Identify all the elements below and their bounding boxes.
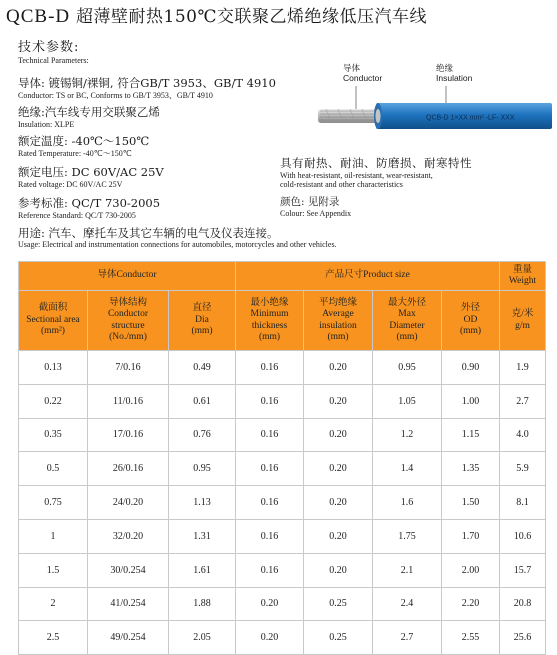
conductor-spec-zh: 导体: 镀锡铜/裸铜, 符合GB/T 3953、GB/T 4910 <box>18 76 276 90</box>
cell-od: 1.70 <box>442 519 500 553</box>
table-row <box>19 519 546 553</box>
table-row <box>19 621 546 655</box>
cell-dia: 1.13 <box>169 486 236 520</box>
cell-max-diameter: 2.1 <box>373 553 442 587</box>
standard-spec <box>18 197 160 220</box>
cell-max-diameter: 2.7 <box>373 621 442 655</box>
cell-structure: 7/0.16 <box>88 351 169 385</box>
cell-min-thickness: 0.20 <box>236 587 304 621</box>
cell-avg-insulation: 0.25 <box>304 621 373 655</box>
colour-zh: 颜色: 见附录 <box>280 195 340 208</box>
features-zh: 具有耐热、耐油、防磨损、耐寒特性 <box>280 156 472 170</box>
cell-sectional-area: 0.35 <box>19 418 88 452</box>
table-row <box>19 384 546 418</box>
cell-od: 1.00 <box>442 384 500 418</box>
cell-sectional-area: 0.13 <box>19 351 88 385</box>
voltage-spec <box>18 166 164 189</box>
col-header-diameter: 直径 Dia (mm) <box>169 291 236 351</box>
col-header-sectional-area: 截面积 Sectional area (mm²) <box>19 291 88 351</box>
cell-dia: 2.05 <box>169 621 236 655</box>
col-header-od: 外径 OD (mm) <box>442 291 500 351</box>
wire-diagram <box>318 62 553 152</box>
standard-spec-zh: 参考标准: QC/T 730-2005 <box>18 196 161 210</box>
temperature-spec-zh: 额定温度: -40℃～150℃ <box>18 134 150 148</box>
properties <box>280 157 472 218</box>
cell-sectional-area: 0.75 <box>19 486 88 520</box>
cell-min-thickness: 0.16 <box>236 553 304 587</box>
table-row <box>19 486 546 520</box>
cell-dia: 1.31 <box>169 519 236 553</box>
voltage-spec-zh: 额定电压: DC 60V/AC 25V <box>18 165 164 179</box>
cell-od: 2.00 <box>442 553 500 587</box>
cell-avg-insulation: 0.20 <box>304 384 373 418</box>
cell-dia: 0.61 <box>169 384 236 418</box>
cell-structure: 49/0.254 <box>88 621 169 655</box>
tech-heading <box>18 40 89 65</box>
cell-weight: 15.7 <box>500 553 546 587</box>
cell-sectional-area: 2.5 <box>19 621 88 655</box>
cell-od: 0.90 <box>442 351 500 385</box>
temperature-spec <box>18 135 149 158</box>
cell-sectional-area: 1.5 <box>19 553 88 587</box>
cell-max-diameter: 1.75 <box>373 519 442 553</box>
table-body <box>19 351 546 655</box>
cell-avg-insulation: 0.20 <box>304 519 373 553</box>
cell-weight: 4.0 <box>500 418 546 452</box>
usage <box>18 226 337 250</box>
cell-avg-insulation: 0.25 <box>304 587 373 621</box>
cell-max-diameter: 2.4 <box>373 587 442 621</box>
spec-table <box>18 261 546 655</box>
cell-weight: 1.9 <box>500 351 546 385</box>
cell-structure: 30/0.254 <box>88 553 169 587</box>
insulation-spec-en: Insulation: XLPE <box>18 119 75 129</box>
wire-print: QCB-D 1×XX mm² -LF- XXX <box>426 114 515 122</box>
cell-avg-insulation: 0.20 <box>304 452 373 486</box>
cell-dia: 1.61 <box>169 553 236 587</box>
cell-avg-insulation: 0.20 <box>304 486 373 520</box>
colour-en: Colour: See Appendix <box>280 208 352 218</box>
conductor-strands <box>318 109 380 123</box>
conductor-spec-en: Conductor: TS or BC, Conforms to GB/T 3953、GB/T 4910 <box>18 90 213 100</box>
product-code: QCB-D <box>6 6 71 27</box>
cell-od: 1.50 <box>442 486 500 520</box>
col-header-conductor-structure: 导体结构 Conductor structure (No./mm) <box>88 291 169 351</box>
cell-weight: 25.6 <box>500 621 546 655</box>
temperature-spec-en: Rated Temperature: -40℃～150℃ <box>18 148 132 158</box>
cell-structure: 17/0.16 <box>88 418 169 452</box>
cell-min-thickness: 0.16 <box>236 351 304 385</box>
cell-max-diameter: 1.05 <box>373 384 442 418</box>
features-en-1: With heat-resistant, oil-resistant, wear-resistant, <box>280 170 433 180</box>
cell-sectional-area: 0.22 <box>19 384 88 418</box>
cell-dia: 0.49 <box>169 351 236 385</box>
table-row <box>19 418 546 452</box>
cell-min-thickness: 0.16 <box>236 384 304 418</box>
insulation-spec-zh: 绝缘:汽车线专用交联聚乙烯 <box>18 105 160 119</box>
table-row <box>19 452 546 486</box>
cell-min-thickness: 0.16 <box>236 519 304 553</box>
cell-avg-insulation: 0.20 <box>304 418 373 452</box>
cell-structure: 26/0.16 <box>88 452 169 486</box>
insulation-callout: 绝缘 Insulation <box>436 63 473 83</box>
table-row <box>19 587 546 621</box>
cell-dia: 1.88 <box>169 587 236 621</box>
group-header-conductor: 导体Conductor <box>19 262 236 291</box>
cell-od: 2.55 <box>442 621 500 655</box>
insulation-spec <box>18 106 160 129</box>
cell-od: 1.35 <box>442 452 500 486</box>
cell-max-diameter: 1.6 <box>373 486 442 520</box>
cell-od: 2.20 <box>442 587 500 621</box>
cell-od: 1.15 <box>442 418 500 452</box>
standard-spec-en: Reference Standard: QC/T 730-2005 <box>18 210 136 220</box>
voltage-spec-en: Rated voltage: DC 60V/AC 25V <box>18 179 123 189</box>
usage-zh: 用途: 汽车、摩托车及其它车辆的电气及仪表连接。 <box>18 226 279 240</box>
col-header-max-diameter: 最大外径 Max Diameter (mm) <box>373 291 442 351</box>
group-header-product-size: 产品尺寸Product size <box>236 262 500 291</box>
cell-max-diameter: 1.4 <box>373 452 442 486</box>
cell-min-thickness: 0.16 <box>236 452 304 486</box>
cell-sectional-area: 0.5 <box>19 452 88 486</box>
cell-weight: 10.6 <box>500 519 546 553</box>
cell-min-thickness: 0.16 <box>236 418 304 452</box>
col-header-weight-unit: 克/米 g/m <box>500 291 546 351</box>
tech-heading-en: Technical Parameters: <box>18 55 89 65</box>
wire-illustration <box>318 62 553 152</box>
conductor-callout: 导体 Conductor <box>343 63 383 83</box>
cell-weight: 5.9 <box>500 452 546 486</box>
cell-avg-insulation: 0.20 <box>304 553 373 587</box>
cell-min-thickness: 0.16 <box>236 486 304 520</box>
cell-dia: 0.76 <box>169 418 236 452</box>
cell-weight: 20.8 <box>500 587 546 621</box>
cell-weight: 2.7 <box>500 384 546 418</box>
tech-heading-zh: 技术参数: <box>18 40 80 55</box>
table-row <box>19 553 546 587</box>
product-name: 超薄壁耐热150℃交联聚乙烯绝缘低压汽车线 <box>76 7 427 27</box>
cell-avg-insulation: 0.20 <box>304 351 373 385</box>
table-row <box>19 351 546 385</box>
features-en-2: cold-resistant and other characteristics <box>280 180 403 190</box>
group-header-weight: 重量 Weight <box>500 262 546 291</box>
page-title <box>6 2 427 28</box>
cell-structure: 11/0.16 <box>88 384 169 418</box>
usage-en: Usage: Electrical and instrumentation connections for automobiles, motorcycles and other vehicles. <box>18 240 337 250</box>
cell-max-diameter: 1.2 <box>373 418 442 452</box>
col-header-avg-insulation: 平均绝缘 Average insulation (mm) <box>304 291 373 351</box>
cell-structure: 24/0.20 <box>88 486 169 520</box>
cell-weight: 8.1 <box>500 486 546 520</box>
conductor-spec <box>18 77 276 100</box>
cell-sectional-area: 1 <box>19 519 88 553</box>
cell-min-thickness: 0.20 <box>236 621 304 655</box>
cell-structure: 41/0.254 <box>88 587 169 621</box>
col-header-min-thickness: 最小绝缘 Minimum thickness (mm) <box>236 291 304 351</box>
cell-structure: 32/0.20 <box>88 519 169 553</box>
cell-dia: 0.95 <box>169 452 236 486</box>
cell-sectional-area: 2 <box>19 587 88 621</box>
cell-max-diameter: 0.95 <box>373 351 442 385</box>
